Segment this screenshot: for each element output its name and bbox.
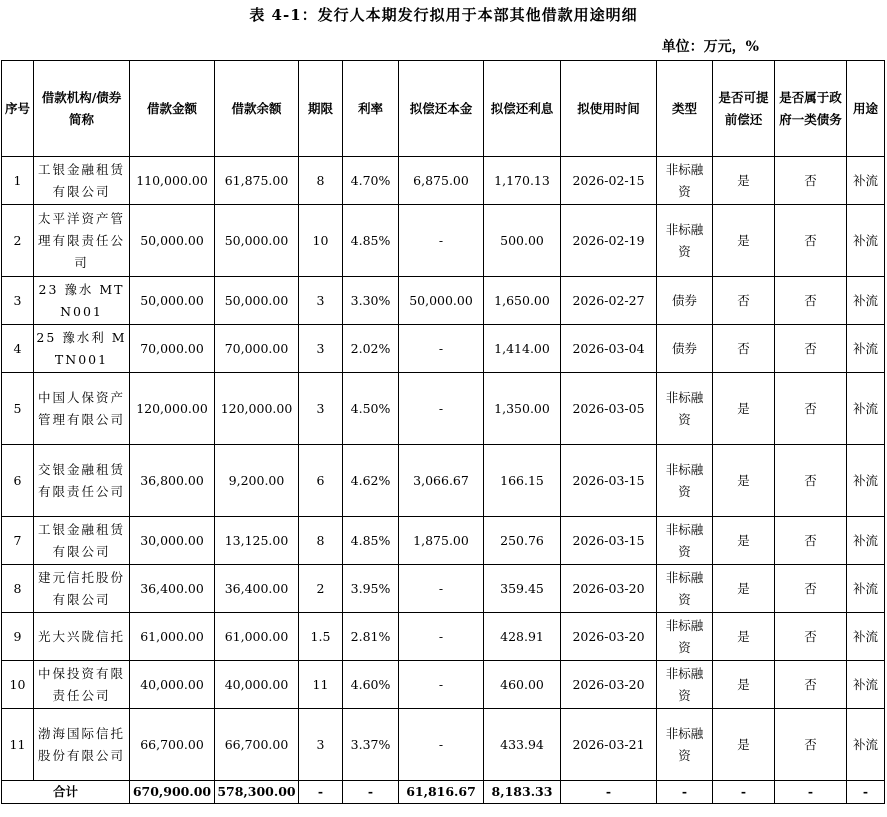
- cell-institution: 工银金融租赁有限公司: [34, 157, 130, 205]
- cell-early-repay: 是: [713, 709, 775, 781]
- cell-gov-debt: 否: [775, 157, 847, 205]
- cell-type: 非标融资: [657, 157, 713, 205]
- cell-repay-interest: 1,350.00: [484, 373, 561, 445]
- table-row: [2, 277, 885, 325]
- cell-repay-interest: 359.45: [484, 565, 561, 613]
- cell-purpose: 补流: [847, 277, 885, 325]
- cell-loan-amount: 30,000.00: [130, 517, 215, 565]
- cell-gov-debt: 否: [775, 661, 847, 709]
- cell-repay-principal: -: [399, 373, 484, 445]
- cell-repay-interest: 460.00: [484, 661, 561, 709]
- cell-purpose: 补流: [847, 157, 885, 205]
- total-loan-amount: 670,900.00: [130, 781, 215, 804]
- cell-purpose: 补流: [847, 709, 885, 781]
- cell-early-repay: 是: [713, 661, 775, 709]
- table-row: [2, 565, 885, 613]
- cell-rate: 2.81%: [343, 613, 399, 661]
- cell-repay-interest: 433.94: [484, 709, 561, 781]
- header-early-repay: 是否可提前偿还: [713, 61, 775, 157]
- cell-repay-interest: 500.00: [484, 205, 561, 277]
- cell-early-repay: 是: [713, 517, 775, 565]
- cell-purpose: 补流: [847, 565, 885, 613]
- cell-repay-interest: 428.91: [484, 613, 561, 661]
- cell-type: 非标融资: [657, 445, 713, 517]
- cell-use-date: 2026-03-20: [561, 661, 657, 709]
- cell-type: 非标融资: [657, 517, 713, 565]
- cell-use-date: 2026-02-19: [561, 205, 657, 277]
- cell-institution: 交银金融租赁有限责任公司: [34, 445, 130, 517]
- total-term: -: [299, 781, 343, 804]
- cell-loan-amount: 120,000.00: [130, 373, 215, 445]
- header-balance: 借款余额: [215, 61, 299, 157]
- total-purpose: -: [847, 781, 885, 804]
- cell-purpose: 补流: [847, 445, 885, 517]
- cell-term: 6: [299, 445, 343, 517]
- header-type: 类型: [657, 61, 713, 157]
- table-row: [2, 445, 885, 517]
- cell-early-repay: 是: [713, 445, 775, 517]
- cell-balance: 40,000.00: [215, 661, 299, 709]
- total-row: [2, 781, 885, 804]
- cell-term: 1.5: [299, 613, 343, 661]
- cell-gov-debt: 否: [775, 709, 847, 781]
- total-gov-debt: -: [775, 781, 847, 804]
- cell-use-date: 2026-03-21: [561, 709, 657, 781]
- header-rate: 利率: [343, 61, 399, 157]
- cell-balance: 61,875.00: [215, 157, 299, 205]
- header-row: [2, 61, 885, 157]
- cell-purpose: 补流: [847, 517, 885, 565]
- cell-rate: 4.85%: [343, 517, 399, 565]
- cell-repay-interest: 1,414.00: [484, 325, 561, 373]
- cell-term: 3: [299, 325, 343, 373]
- cell-term: 2: [299, 565, 343, 613]
- header-institution: 借款机构/债券简称: [34, 61, 130, 157]
- cell-use-date: 2026-03-20: [561, 613, 657, 661]
- table-row: [2, 613, 885, 661]
- cell-balance: 9,200.00: [215, 445, 299, 517]
- header-seq: 序号: [2, 61, 34, 157]
- cell-purpose: 补流: [847, 325, 885, 373]
- cell-seq: 10: [2, 661, 34, 709]
- table-row: [2, 661, 885, 709]
- header-gov-debt: 是否属于政府一类债务: [775, 61, 847, 157]
- cell-loan-amount: 50,000.00: [130, 205, 215, 277]
- cell-institution: 光大兴陇信托: [34, 613, 130, 661]
- cell-rate: 3.37%: [343, 709, 399, 781]
- cell-rate: 3.95%: [343, 565, 399, 613]
- cell-balance: 50,000.00: [215, 205, 299, 277]
- cell-repay-interest: 1,650.00: [484, 277, 561, 325]
- cell-rate: 4.60%: [343, 661, 399, 709]
- cell-gov-debt: 否: [775, 373, 847, 445]
- cell-seq: 7: [2, 517, 34, 565]
- cell-term: 3: [299, 373, 343, 445]
- cell-loan-amount: 70,000.00: [130, 325, 215, 373]
- cell-use-date: 2026-03-15: [561, 445, 657, 517]
- cell-repay-principal: -: [399, 709, 484, 781]
- total-type: -: [657, 781, 713, 804]
- cell-seq: 11: [2, 709, 34, 781]
- cell-institution: 渤海国际信托股份有限公司: [34, 709, 130, 781]
- cell-term: 3: [299, 709, 343, 781]
- total-repay-interest: 8,183.33: [484, 781, 561, 804]
- total-early-repay: -: [713, 781, 775, 804]
- cell-type: 非标融资: [657, 661, 713, 709]
- cell-loan-amount: 66,700.00: [130, 709, 215, 781]
- cell-purpose: 补流: [847, 613, 885, 661]
- cell-seq: 5: [2, 373, 34, 445]
- cell-institution: 25 豫水利 MTN001: [34, 325, 130, 373]
- cell-balance: 70,000.00: [215, 325, 299, 373]
- cell-use-date: 2026-02-27: [561, 277, 657, 325]
- cell-balance: 36,400.00: [215, 565, 299, 613]
- cell-rate: 4.85%: [343, 205, 399, 277]
- cell-repay-principal: -: [399, 325, 484, 373]
- cell-balance: 61,000.00: [215, 613, 299, 661]
- cell-repay-principal: -: [399, 565, 484, 613]
- table-row: [2, 709, 885, 781]
- cell-repay-principal: 1,875.00: [399, 517, 484, 565]
- cell-institution: 建元信托股份有限公司: [34, 565, 130, 613]
- cell-seq: 8: [2, 565, 34, 613]
- cell-gov-debt: 否: [775, 277, 847, 325]
- cell-institution: 中保投资有限责任公司: [34, 661, 130, 709]
- cell-type: 非标融资: [657, 709, 713, 781]
- cell-institution: 太平洋资产管理有限责任公司: [34, 205, 130, 277]
- cell-gov-debt: 否: [775, 517, 847, 565]
- cell-early-repay: 是: [713, 613, 775, 661]
- cell-term: 8: [299, 157, 343, 205]
- cell-rate: 4.62%: [343, 445, 399, 517]
- header-repay-interest: 拟偿还利息: [484, 61, 561, 157]
- cell-use-date: 2026-03-15: [561, 517, 657, 565]
- total-repay-principal: 61,816.67: [399, 781, 484, 804]
- cell-type: 非标融资: [657, 373, 713, 445]
- cell-use-date: 2026-03-05: [561, 373, 657, 445]
- cell-repay-principal: -: [399, 661, 484, 709]
- cell-balance: 120,000.00: [215, 373, 299, 445]
- cell-institution: 工银金融租赁有限公司: [34, 517, 130, 565]
- cell-term: 11: [299, 661, 343, 709]
- cell-term: 10: [299, 205, 343, 277]
- cell-seq: 3: [2, 277, 34, 325]
- total-rate: -: [343, 781, 399, 804]
- cell-term: 3: [299, 277, 343, 325]
- table-row: [2, 517, 885, 565]
- cell-early-repay: 是: [713, 373, 775, 445]
- header-repay-principal: 拟偿还本金: [399, 61, 484, 157]
- cell-early-repay: 否: [713, 277, 775, 325]
- unit-label: 单位：万元，%: [661, 39, 759, 55]
- cell-gov-debt: 否: [775, 325, 847, 373]
- cell-loan-amount: 110,000.00: [130, 157, 215, 205]
- cell-seq: 9: [2, 613, 34, 661]
- cell-balance: 13,125.00: [215, 517, 299, 565]
- cell-type: 非标融资: [657, 205, 713, 277]
- table-row: [2, 205, 885, 277]
- cell-rate: 4.70%: [343, 157, 399, 205]
- cell-seq: 2: [2, 205, 34, 277]
- cell-early-repay: 是: [713, 205, 775, 277]
- cell-repay-interest: 166.15: [484, 445, 561, 517]
- header-use-date: 拟使用时间: [561, 61, 657, 157]
- cell-repay-principal: 6,875.00: [399, 157, 484, 205]
- cell-rate: 2.02%: [343, 325, 399, 373]
- total-use-date: -: [561, 781, 657, 804]
- cell-repay-interest: 250.76: [484, 517, 561, 565]
- cell-type: 债券: [657, 325, 713, 373]
- cell-use-date: 2026-03-04: [561, 325, 657, 373]
- cell-balance: 50,000.00: [215, 277, 299, 325]
- cell-early-repay: 是: [713, 565, 775, 613]
- cell-rate: 4.50%: [343, 373, 399, 445]
- table-row: [2, 373, 885, 445]
- cell-use-date: 2026-03-20: [561, 565, 657, 613]
- cell-seq: 6: [2, 445, 34, 517]
- total-label: 合计: [2, 781, 130, 804]
- cell-institution: 23 豫水 MTN001: [34, 277, 130, 325]
- cell-loan-amount: 61,000.00: [130, 613, 215, 661]
- cell-repay-interest: 1,170.13: [484, 157, 561, 205]
- total-balance: 578,300.00: [215, 781, 299, 804]
- cell-seq: 1: [2, 157, 34, 205]
- cell-institution: 中国人保资产管理有限公司: [34, 373, 130, 445]
- cell-seq: 4: [2, 325, 34, 373]
- cell-term: 8: [299, 517, 343, 565]
- cell-loan-amount: 36,800.00: [130, 445, 215, 517]
- cell-purpose: 补流: [847, 373, 885, 445]
- cell-use-date: 2026-02-15: [561, 157, 657, 205]
- cell-gov-debt: 否: [775, 565, 847, 613]
- cell-balance: 66,700.00: [215, 709, 299, 781]
- header-purpose: 用途: [847, 61, 885, 157]
- cell-loan-amount: 40,000.00: [130, 661, 215, 709]
- header-term: 期限: [299, 61, 343, 157]
- cell-purpose: 补流: [847, 205, 885, 277]
- table-row: [2, 325, 885, 373]
- cell-type: 非标融资: [657, 565, 713, 613]
- cell-gov-debt: 否: [775, 613, 847, 661]
- cell-type: 非标融资: [657, 613, 713, 661]
- table-title: 表 4-1：发行人本期发行拟用于本部其他借款用途明细: [249, 6, 638, 24]
- cell-loan-amount: 50,000.00: [130, 277, 215, 325]
- cell-purpose: 补流: [847, 661, 885, 709]
- cell-early-repay: 否: [713, 325, 775, 373]
- cell-loan-amount: 36,400.00: [130, 565, 215, 613]
- cell-repay-principal: -: [399, 613, 484, 661]
- cell-type: 债券: [657, 277, 713, 325]
- cell-early-repay: 是: [713, 157, 775, 205]
- cell-gov-debt: 否: [775, 205, 847, 277]
- cell-repay-principal: 3,066.67: [399, 445, 484, 517]
- cell-repay-principal: -: [399, 205, 484, 277]
- cell-gov-debt: 否: [775, 445, 847, 517]
- cell-rate: 3.30%: [343, 277, 399, 325]
- loan-usage-table: [1, 60, 885, 804]
- cell-repay-principal: 50,000.00: [399, 277, 484, 325]
- table-row: [2, 157, 885, 205]
- header-loan-amount: 借款金额: [130, 61, 215, 157]
